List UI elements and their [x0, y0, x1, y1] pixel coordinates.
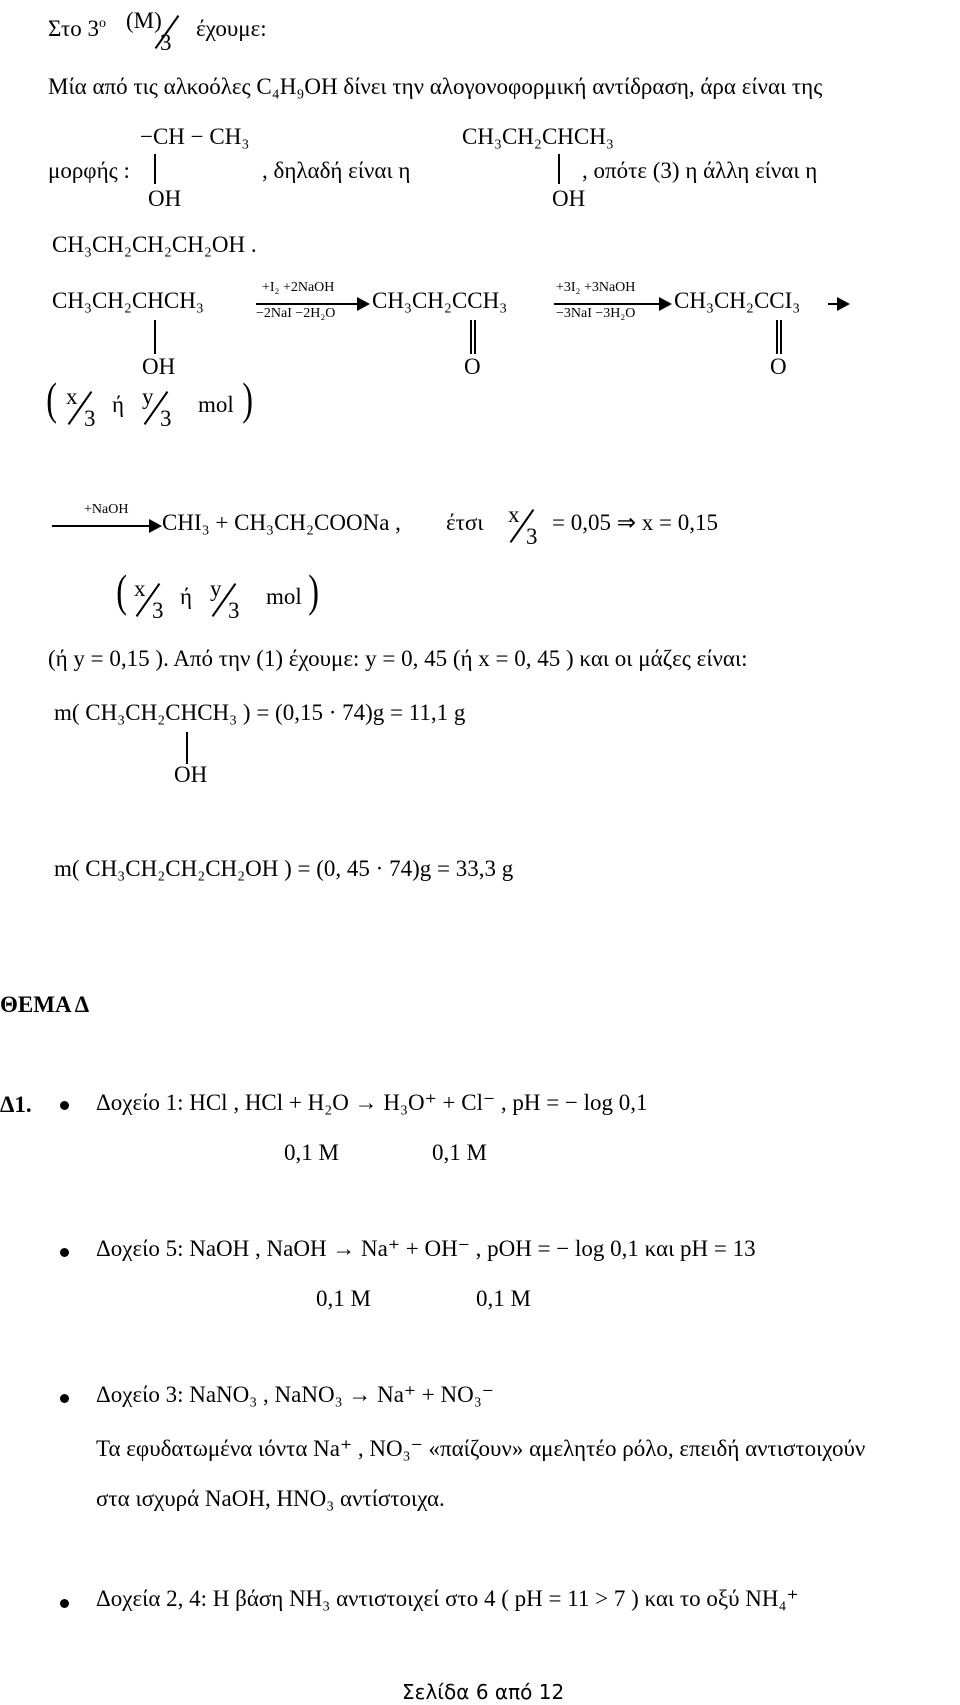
reaction2-fraction-denominator: 3	[526, 524, 538, 549]
container5-conc1: 0,1 M	[316, 1286, 371, 1311]
page-footer: Σελίδα 6 από 12	[402, 1680, 565, 1704]
bullet	[60, 1599, 69, 1608]
form-third-alcohol: CH₃CH₂CH₂CH₂OH .	[52, 232, 257, 257]
intro-line	[48, 16, 106, 42]
mol-fraction-x	[134, 576, 174, 626]
mol-fraction-x-denominator: 3	[152, 598, 164, 623]
reaction1-oh: OH	[142, 354, 176, 379]
container3-ions-note: Τα εφυδατωμένα ιόντα Na⁺ , NO₃⁻ «παίζουν» αμελητέο ρόλο, επειδή αντιστοιχούν	[96, 1436, 866, 1461]
reaction2-result: = 0,05 ⇒ x = 0,15	[552, 510, 718, 535]
mol-fraction-x-numerator: x	[66, 384, 78, 409]
container1-conc1: 0,1 M	[284, 1140, 339, 1165]
intro-fraction-numerator: (M)	[126, 8, 162, 33]
containers-2-4-line: Δοχεία 2, 4: Η βάση NH₃ αντιστοιχεί στο 4 ( pH = 11 > 7 ) και το οξύ NH₄⁺	[96, 1586, 799, 1611]
container1-conc2: 0,1 M	[432, 1140, 487, 1165]
bond-line	[154, 320, 156, 354]
section-heading: ΘΕΜΑ Δ	[0, 992, 90, 1017]
question-label: Δ1.	[0, 1092, 32, 1117]
container1-line: Δοχείο 1: HCl , HCl + H₂O → H₃O⁺ + Cl⁻ , pH = − log 0,1	[96, 1090, 648, 1115]
intro-suffix: έχουμε:	[196, 16, 267, 41]
sentence-alcohol: Μία από τις αλκοόλες C₄H₉OH δίνει την αλογονοφορμική αντίδραση, άρα είναι της	[48, 74, 823, 99]
bond-line	[186, 732, 188, 764]
mol-fraction-x-denominator: 3	[84, 406, 96, 431]
bullet	[60, 1248, 69, 1257]
reaction1-o1: O	[464, 354, 481, 379]
bullet	[60, 1101, 69, 1110]
bond-line	[558, 154, 560, 184]
mol-or: ή	[180, 584, 193, 609]
reaction1-reactant: CH₃CH₂CHCH₃	[52, 288, 204, 313]
intro-fraction	[126, 8, 186, 58]
reaction1-above2: +3I₂ +3NaOH	[556, 280, 636, 295]
intro-superscript: ο	[98, 16, 106, 31]
container3-strong: στα ισχυρά NaOH, HNO₃ αντίστοιχα.	[96, 1486, 445, 1511]
intro-fraction-denominator: 3	[160, 30, 172, 55]
reaction2-products: CHI₃ + CH₃CH₂COONa ,	[162, 510, 401, 535]
mol-unit: mol	[198, 392, 234, 417]
form-middle: , δηλαδή είναι η	[262, 158, 411, 183]
mol-or: ή	[112, 392, 125, 417]
mass-butan-2-ol: m( CH₃CH₂CHCH₃ ) = (0,15 · 74)g = 11,1 g	[54, 700, 466, 725]
reaction2-fraction	[508, 502, 548, 552]
reaction2-fraction-numerator: x	[508, 502, 520, 527]
reaction-arrow-4	[52, 518, 162, 534]
line-y-result: (ή y = 0,15 ). Από την (1) έχουμε: y = 0, 45 (ή x = 0, 45 ) και οι μάζες είναι:	[48, 646, 748, 671]
form-end: , οπότε (3) η άλλη είναι η	[582, 158, 818, 183]
reaction1-o2: O	[770, 354, 787, 379]
form-label: μορφής :	[48, 158, 130, 183]
container5-line: Δοχείο 5: NaOH , NaOH → Na⁺ + OH⁻ , pOH = − log 0,1 και pH = 13	[96, 1236, 756, 1261]
form-group: −CH − CH₃	[140, 124, 250, 149]
bullet	[60, 1394, 69, 1403]
form-compound: CH₃CH₂CHCH₃	[462, 124, 614, 149]
reaction-arrow-3	[828, 296, 850, 312]
reaction1-above1: +I₂ +2NaOH	[262, 280, 335, 295]
mol-fraction-y	[210, 576, 250, 626]
reaction1-below2: −3NaI −3H₂O	[556, 306, 636, 321]
mass-butan-1-ol: m( CH₃CH₂CH₂CH₂OH ) = (0, 45 · 74)g = 33,3 g	[54, 856, 514, 881]
reaction1-below1: −2NaI −2H₂O	[256, 306, 336, 321]
mass-butan-2-ol-oh: OH	[174, 762, 208, 787]
mol-fraction-y-numerator: y	[210, 576, 222, 601]
container5-conc2: 0,1 M	[476, 1286, 531, 1311]
mol-unit: mol	[266, 584, 302, 609]
reaction1-product1: CH₃CH₂CCH₃	[372, 288, 508, 313]
open-paren: (	[116, 565, 128, 616]
double-bond	[776, 320, 782, 354]
mol-fraction-y-numerator: y	[142, 384, 154, 409]
reaction2-above: +NaOH	[84, 502, 129, 517]
mol-fraction-y-denominator: 3	[228, 598, 240, 623]
mol-fraction-y	[142, 384, 182, 434]
form-compound-oh: OH	[552, 186, 586, 211]
mol-fraction-x	[66, 384, 106, 434]
mol-fraction-x-numerator: x	[134, 576, 146, 601]
double-bond	[470, 320, 476, 354]
bond-line	[154, 154, 156, 184]
mol-fraction-y-denominator: 3	[160, 406, 172, 431]
open-paren: (	[46, 373, 58, 424]
reaction1-product2: CH₃CH₂CCI₃	[674, 288, 801, 313]
intro-prefix: Στο 3	[48, 16, 99, 41]
container3-line: Δοχείο 3: NaNO₃ , NaNO₃ → Na⁺ + NO₃⁻	[96, 1382, 494, 1407]
reaction2-etsi: έτσι	[446, 510, 484, 535]
close-paren: )	[242, 373, 254, 424]
form-oh: OH	[148, 186, 182, 211]
close-paren: )	[308, 565, 320, 616]
